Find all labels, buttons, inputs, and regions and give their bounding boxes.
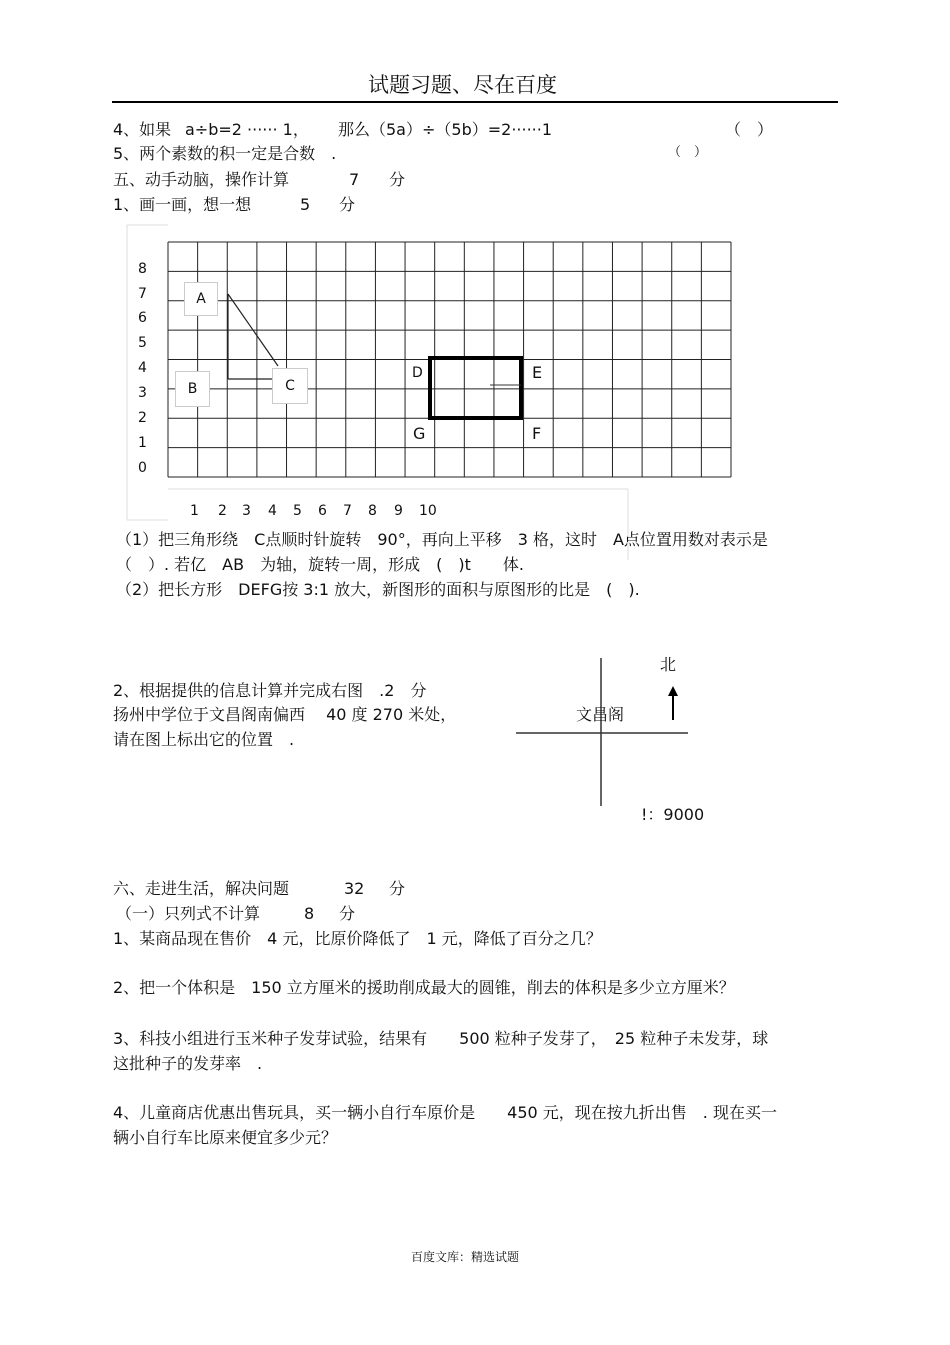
direction-diagram <box>500 640 720 830</box>
x-tick-label: 7 <box>343 503 352 519</box>
problem-4-line2: 辆小自行车比原来便宜多少元？ <box>113 1128 338 1147</box>
task2-line3: 请在图上标出它的位置 . <box>113 730 295 749</box>
point-b-label: B <box>175 371 210 407</box>
point-f-label: F <box>529 425 544 443</box>
section6-sub-title: （一）只列式不计算 <box>116 904 261 923</box>
judge-q4-paren: （ ） <box>725 120 774 139</box>
task2-line2: 扬州中学位于文昌阁南偏西 40 度 270 米处， <box>113 705 457 724</box>
judge-q4-mid: 那么（5a）÷（5b）=2······1 <box>338 120 553 139</box>
wenchangge-label: 文昌阁 <box>576 705 625 724</box>
judge-q4-num: 4、如果 <box>113 120 172 139</box>
judge-q5-paren: （ ） <box>668 145 708 160</box>
y-tick-label: 6 <box>138 310 147 326</box>
section6-score: 32 <box>344 879 365 898</box>
y-tick-label: 2 <box>138 410 147 426</box>
point-g-label: G <box>413 424 426 443</box>
section6-unit: 分 <box>389 879 406 898</box>
task1-score: 5 <box>300 195 311 214</box>
x-tick-label: 6 <box>318 503 327 519</box>
task2-line1: 2、根据提供的信息计算并完成右图 .2 分 <box>113 681 427 700</box>
footer-text: 百度文库：精选试题 <box>411 1250 520 1264</box>
x-tick-label: 10 <box>419 503 437 519</box>
section5-unit: 分 <box>389 170 406 189</box>
problem-1: 1、某商品现在售价 4 元，比原价降低了 1 元，降低了百分之几？ <box>113 929 602 948</box>
task1-unit: 分 <box>339 195 356 214</box>
task1-q1a: （1）把三角形绕 C点顺时针旋转 90°，再向上平移 3 格，这时 A点位置用数对表示是 <box>116 530 768 549</box>
problem-3-line1: 3、科技小组进行玉米种子发芽试验，结果有 500 粒种子发芽了， 25 粒种子未发芽，球 <box>113 1029 769 1048</box>
x-tick-label: 2 <box>218 503 227 519</box>
y-tick-label: 0 <box>138 460 147 476</box>
section6-sub-score: 8 <box>304 904 315 923</box>
x-tick-label: 3 <box>242 503 251 519</box>
judge-q5-text: 5、两个素数的积一定是合数 . <box>113 144 337 163</box>
section5-title: 五、动手动脑，操作计算 <box>113 170 290 189</box>
problem-2: 2、把一个体积是 150 立方厘米的援助削成最大的圆锥，削去的体积是多少立方厘米？ <box>113 978 735 997</box>
north-label: 北 <box>660 655 677 674</box>
point-e-label: E <box>529 364 545 382</box>
x-tick-label: 8 <box>368 503 377 519</box>
page-title: 试题习题、尽在百度 <box>368 73 557 97</box>
task1-q1b: （ ）. 若亿 AB 为轴，旋转一周，形成 ( )t 体. <box>116 555 524 574</box>
x-tick-label: 9 <box>394 503 403 519</box>
y-tick-label: 5 <box>138 335 147 351</box>
y-tick-label: 3 <box>138 385 147 401</box>
scale-label: !：9000 <box>641 805 705 824</box>
section5-score: 7 <box>349 170 360 189</box>
y-tick-label: 8 <box>138 261 147 277</box>
y-tick-label: 7 <box>138 286 147 302</box>
section6-title: 六、走进生活，解决问题 <box>113 879 290 898</box>
x-tick-label: 1 <box>190 503 199 519</box>
y-tick-label: 1 <box>138 435 147 451</box>
x-tick-label: 5 <box>293 503 302 519</box>
task1-title: 1、画一画，想一想 <box>113 195 252 214</box>
y-tick-label: 4 <box>138 360 147 376</box>
x-tick-label: 4 <box>268 503 277 519</box>
point-d-label: D <box>412 365 423 381</box>
coordinate-grid <box>0 0 950 560</box>
point-c-label: C <box>272 368 308 404</box>
judge-q4-expr: a÷b=2 ······ 1， <box>185 120 309 139</box>
problem-3-line2: 这批种子的发芽率 . <box>113 1054 263 1073</box>
section6-sub-unit: 分 <box>339 904 356 923</box>
task1-q2: （2）把长方形 DEFG按 3:1 放大，新图形的面积与原图形的比是 ( ). <box>116 580 640 599</box>
problem-4-line1: 4、儿童商店优惠出售玩具，买一辆小自行车原价是 450 元，现在按九折出售 . 现在买一 <box>113 1103 777 1122</box>
point-a-label: A <box>184 282 218 316</box>
